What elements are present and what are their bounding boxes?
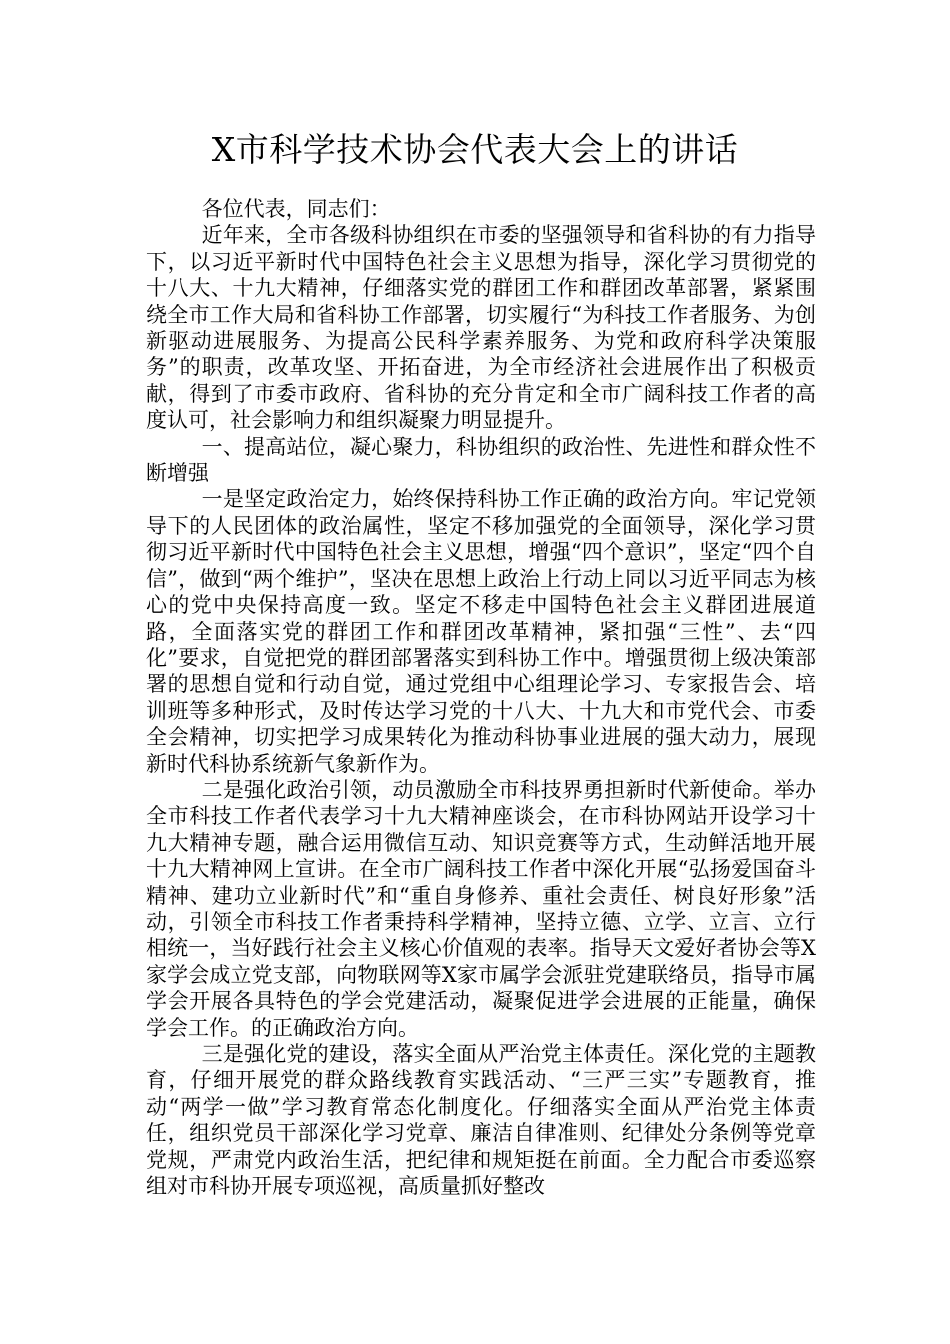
document-title: X市科学技术协会代表大会上的讲话 bbox=[211, 130, 739, 169]
body-paragraph-1: 一是坚定政治定力，始终保持科协工作正确的政治方向。牢记党领导下的人民团体的政治属性，坚定不移加强党的全面领导，深化学习贯彻习近平新时代中国特色社会主义思想，增强“四个意识”，坚定“四个自信”，做到“两个维护”，坚决在思想上政治上行动上同以习近平同志为核心的党中央保持高度一致。坚定不移走中国特色社会主义群团进展道路，全面落实党的群团工作和群团改革精神，紧扣强“三性”、去“四化”要求，自觉把党的群团部署落实到科协工作中。增强贯彻上级决策部署的思想自觉和行动自觉，通过党组中心组理论学习、专家报告会、培训班等多种形式，及时传达学习党的十八大、十九大和市党代会、市委全会精神，切实把学习成果转化为推动科协事业进展的强大动力，展现新时代科协系统新气象新作为。 bbox=[146, 487, 816, 776]
section-heading-1: 一、提高站位，凝心聚力，科协组织的政治性、先进性和群众性不断增强 bbox=[146, 434, 816, 486]
document-body bbox=[146, 196, 816, 1199]
body-paragraph-2: 二是强化政治引领，动员激励全市科技界勇担新时代新使命。举办全市科技工作者代表学习十九大精神座谈会，在市科协网站开设学习十九大精神专题，融合运用微信互动、知识竞赛等方式，生动鲜活地开展十九大精神网上宣讲。在全市广阔科技工作者中深化开展“弘扬爱国奋斗精神、建功立业新时代”和“重自身修养、重社会责任、树良好形象”活动，引领全市科技工作者秉持科学精神，坚持立德、立学、立言、立行相统一，当好践行社会主义核心价值观的表率。指导天文爱好者协会等X家学会成立党支部，向物联网等X家市属学会派驻党建联络员，指导市属学会开展各具特色的学会党建活动，凝聚促进学会进展的正能量，确保学会工作。的正确政治方向。 bbox=[146, 777, 816, 1040]
salutation-paragraph: 各位代表，同志们： bbox=[201, 197, 391, 221]
body-paragraph-3: 三是强化党的建设，落实全面从严治党主体责任。深化党的主题教育，仔细开展党的群众路线教育实践活动、“三严三实”专题教育，推动“两学一做”学习教育常态化制度化。仔细落实全面从严治党主体责任，组织党员干部深化学习党章、廉洁自律准则、纪律处分条例等党章党规，严肃党内政治生活，把纪律和规矩挺在前面。全力配合市委巡察组对市科协开展专项巡视，高质量抓好整改 bbox=[146, 1042, 816, 1199]
intro-paragraph: 近年来，全市各级科协组织在市委的坚强领导和省科协的有力指导下，以习近平新时代中国特色社会主义思想为指导，深化学习贯彻党的十八大、十九大精神，仔细落实党的群团工作和群团改革部署，紧紧围绕全市工作大局和省科协工作部署，切实履行“为科技工作者服务、为创新驱动进展服务、为提高公民科学素养服务、为党和政府科学决策服务”的职责，改革攻坚、开拓奋进，为全市经济社会进展作出了积极贡献，得到了市委市政府、省科协的充分肯定和全市广阔科技工作者的高度认可，社会影响力和组织凝聚力明显提升。 bbox=[146, 223, 816, 433]
